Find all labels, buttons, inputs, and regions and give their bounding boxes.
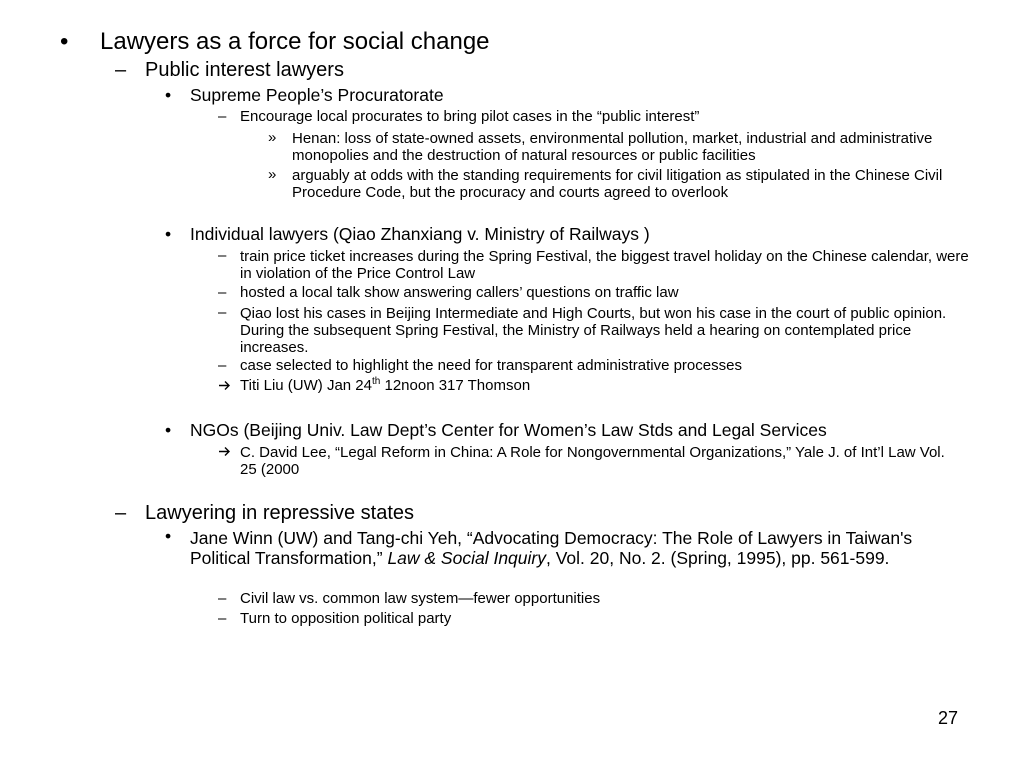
bullet-text: Public interest lawyers — [145, 59, 344, 81]
bullet-marker: – — [115, 502, 127, 524]
bullet-text: Lawyering in repressive states — [145, 502, 415, 524]
bullet-text: Lawyers as a force for social change — [100, 28, 490, 55]
bullet-marker: • — [165, 224, 172, 244]
bullet-marker: – — [218, 357, 227, 374]
bullet-marker: • — [165, 420, 172, 440]
journal-title: Law & Social Inquiry — [387, 548, 546, 568]
bullet-text: NGOs (Beijing Univ. Law Dept’s Center for Women’s Law Stds and Legal Services — [190, 420, 827, 440]
event-text: Titi Liu (UW) Jan 24 — [240, 377, 372, 394]
bullet-marker: – — [218, 247, 227, 264]
arrow-right-icon — [218, 445, 231, 461]
bullet-text: Individual lawyers (Qiao Zhanxiang v. Ministry of Railways ) — [190, 224, 650, 244]
bullet-text — [240, 378, 530, 393]
bullet-marker: – — [218, 284, 227, 301]
bullet-marker: • — [60, 28, 69, 55]
bullet-marker: – — [218, 304, 227, 321]
arrow-right-icon — [218, 379, 231, 395]
bullet-marker: » — [268, 129, 277, 146]
bullet-text — [190, 528, 970, 568]
bullet-text: Civil law vs. common law system—fewer opportunities — [240, 590, 601, 607]
bullet-marker: – — [218, 610, 227, 627]
citation-text-rest: , Vol. 20, No. 2. (Spring, 1995), pp. 561-599. — [546, 548, 890, 568]
bullet-text: Encourage local procurates to bring pilot cases in the “public interest” — [240, 108, 700, 125]
bullet-text: Supreme People’s Procuratorate — [190, 85, 444, 105]
bullet-marker: – — [115, 59, 127, 81]
bullet-marker: – — [218, 590, 227, 607]
page-number: 27 — [938, 708, 959, 728]
bullet-marker: • — [165, 526, 172, 546]
bullet-marker: » — [268, 166, 277, 183]
ordinal-suffix: th — [371, 376, 381, 387]
citation-text: Jane Winn (UW) and Tang-chi Yeh, “Advocating Democracy: The Role of Lawyers in Taiwan's Political Transformation,” — [190, 528, 913, 568]
bullet-text: train price ticket increases during the Spring Festival, the biggest travel holiday on the Chinese calendar, were in violation of the Price Control Law — [240, 248, 969, 282]
bullet-text: hosted a local talk show answering callers’ questions on traffic law — [240, 284, 679, 301]
bullet-marker: • — [165, 85, 172, 105]
bullet-text: Henan: loss of state-owned assets, environmental pollution, market, industrial and administrative monopolies and the destruction of natural resources or public facilities — [292, 130, 933, 164]
bullet-text: Qiao lost his cases in Beijing Intermediate and High Courts, but won his case in the court of public opinion. During the subsequent Spring Festival, the Ministry of Railways held a hearing on contemplated price increases. — [240, 305, 947, 356]
bullet-text: case selected to highlight the need for transparent administrative processes — [240, 357, 742, 374]
event-text-rest: 12noon 317 Thomson — [380, 377, 531, 394]
bullet-text: Turn to opposition political party — [240, 610, 452, 627]
bullet-marker: – — [218, 108, 227, 125]
bullet-text: C. David Lee, “Legal Reform in China: A Role for Nongovernmental Organizations,” Yale J. of Int’l Law Vol. 25 (2000 — [240, 444, 945, 478]
bullet-text: arguably at odds with the standing requirements for civil litigation as stipulated in the Chinese Civil Procedure Code, but the procuracy and courts agreed to overlook — [292, 167, 943, 201]
